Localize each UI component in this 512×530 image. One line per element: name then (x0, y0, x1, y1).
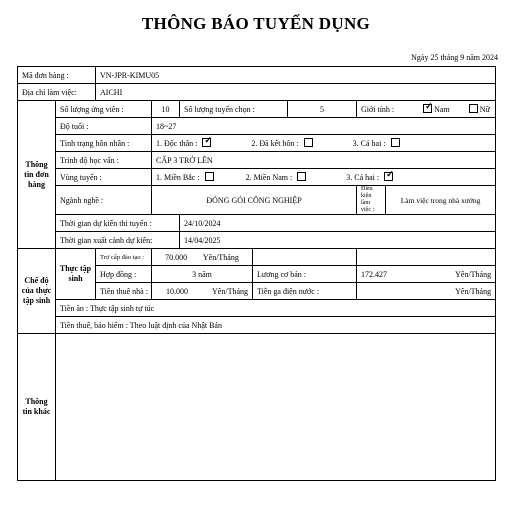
other-info-content[interactable] (56, 334, 496, 481)
allowance-unit: Yên/Tháng (202, 252, 239, 262)
section-benefits: Chế độ của thực tập sinh (18, 249, 56, 334)
allowance-amount (152, 249, 253, 266)
region-label: Vùng tuyển : (56, 169, 152, 186)
region-options (152, 169, 496, 186)
female-checkbox[interactable] (469, 104, 478, 113)
rent-value: 10.000 (166, 286, 189, 296)
departure-label: Thời gian xuất cảnh dự kiến: (56, 232, 180, 249)
marital-opt3-checkbox[interactable] (391, 138, 400, 147)
salary-label: Lương cơ bản : (253, 266, 357, 283)
contract-value: 3 năm (152, 266, 253, 283)
male-checkbox[interactable] (423, 104, 432, 113)
section-order-info: Thông tin đơn hàng (18, 101, 56, 249)
salary-unit: Yên/Tháng (455, 269, 492, 279)
allowance-row (18, 249, 496, 266)
allowance-label: Trợ cấp đào tạo : (96, 249, 152, 266)
meal-row (18, 300, 496, 317)
salary-amount (357, 266, 496, 283)
allowance-empty-2 (357, 249, 496, 266)
rent-label: Tiền thuê nhà : (96, 283, 152, 300)
exam-label: Thời gian dự kiến thi tuyển : (56, 215, 180, 232)
gender-cell (357, 101, 496, 118)
candidates-row (18, 101, 496, 118)
education-value: CẤP 3 TRỞ LÊN (152, 152, 496, 169)
education-row (18, 152, 496, 169)
order-row (18, 67, 496, 84)
age-value: 18~27 (152, 118, 496, 135)
exam-row (18, 215, 496, 232)
candidates-value: 10 (152, 101, 180, 118)
marital-row (18, 135, 496, 152)
work-condition-value: Làm việc trong nhà xưởng (386, 186, 496, 215)
meal-info: Tiền ăn : Thực tập sinh tự túc (56, 300, 496, 317)
selected-value: 5 (288, 101, 357, 118)
departure-value: 14/04/2025 (180, 232, 496, 249)
marital-label: Tình trạng hôn nhân : (56, 135, 152, 152)
tax-info: Tiền thuế, bảo hiểm : Theo luật định của Nhật Bản (56, 317, 496, 334)
marital-opt1-checkbox[interactable] (202, 138, 211, 147)
marital-opt2-label: 2. Đã kết hôn : (251, 139, 299, 148)
marital-options (152, 135, 496, 152)
region-opt1-checkbox[interactable] (205, 172, 214, 181)
salary-value: 172.427 (361, 269, 388, 279)
allowance-value: 70.000 (165, 252, 188, 262)
address-value: AICHI (96, 84, 496, 101)
age-label: Độ tuổi : (56, 118, 152, 135)
other-info-row (18, 334, 496, 481)
utility-label: Tiền ga điện nước : (253, 283, 357, 300)
job-label: Ngành nghề : (56, 186, 152, 215)
section-other: Thông tin khác (18, 334, 56, 481)
address-label: Địa chỉ làm việc: (18, 84, 96, 101)
rent-amount (152, 283, 253, 300)
rent-unit: Yên/Tháng (212, 286, 249, 296)
order-label: Mã đơn hàng : (18, 67, 96, 84)
section-trainee: Thực tập sinh (56, 249, 96, 300)
order-value: VN-JPR-KIMU05 (96, 67, 496, 84)
region-opt2-label: 2. Miền Nam : (245, 173, 293, 182)
region-row (18, 169, 496, 186)
allowance-empty-1 (253, 249, 357, 266)
address-row (18, 84, 496, 101)
region-opt3-label: 3. Cả hai : (346, 173, 380, 182)
selected-label: Số lượng tuyển chọn : (180, 101, 288, 118)
female-label: Nữ (479, 105, 490, 114)
gender-label: Giới tính : (361, 105, 395, 114)
marital-opt3-label: 3. Cả hai : (352, 139, 386, 148)
education-label: Trình độ học vấn : (56, 152, 152, 169)
notice-date: Ngày 25 tháng 9 năm 2024 (411, 53, 498, 62)
region-opt2-checkbox[interactable] (297, 172, 306, 181)
region-opt3-checkbox[interactable] (384, 172, 393, 181)
job-row (18, 186, 496, 215)
marital-opt1-label: 1. Độc thân : (156, 139, 198, 148)
tax-row (18, 317, 496, 334)
job-value: ĐÓNG GÓI CÔNG NGHIỆP (152, 186, 357, 215)
marital-opt2-checkbox[interactable] (304, 138, 313, 147)
region-opt1-label: 1. Miền Bắc : (156, 173, 200, 182)
notice-table (17, 66, 496, 481)
exam-value: 24/10/2024 (180, 215, 496, 232)
utility-unit: Yên/Tháng (357, 283, 496, 300)
contract-label: Hợp đồng : (96, 266, 152, 283)
page-title: THÔNG BÁO TUYỂN DỤNG (141, 14, 371, 33)
work-condition-label: Điều kiện làm việc : (357, 186, 386, 215)
candidates-label: Số lượng ứng viên : (56, 101, 152, 118)
departure-row (18, 232, 496, 249)
age-row (18, 118, 496, 135)
male-label: Nam (434, 105, 450, 114)
